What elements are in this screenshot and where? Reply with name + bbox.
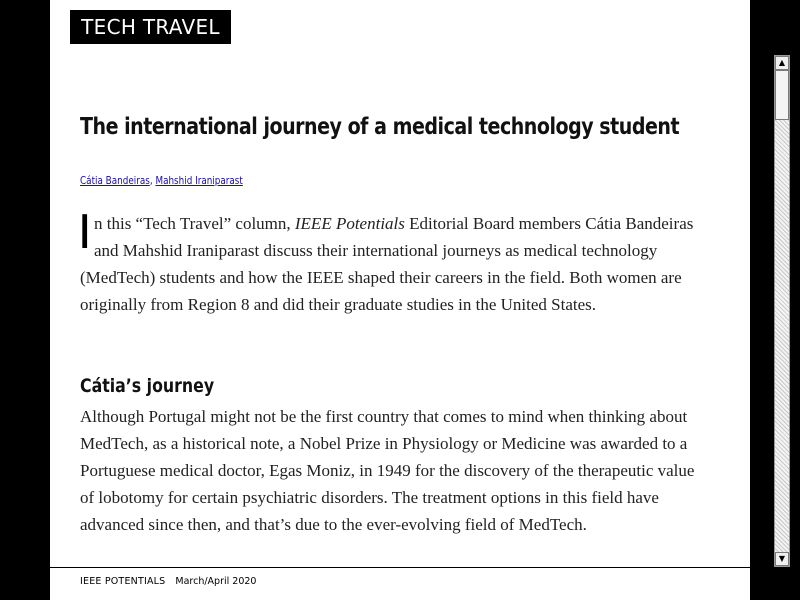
drop-cap: I <box>80 205 90 259</box>
footer-publication: IEEE POTENTIALS <box>80 576 166 587</box>
author-link-catia[interactable]: Cátia Bandeiras <box>80 175 150 187</box>
footer-issue: March/April 2020 <box>175 576 257 587</box>
intro-text-start: n this “Tech Travel” column, <box>94 214 295 233</box>
author-list <box>80 173 332 189</box>
scroll-up-arrow-icon[interactable]: ▲ <box>775 56 789 70</box>
intro-text-end: Editorial Board members Cátia Bandeiras and Mahshid Iraniparast discuss their international journeys as medical technology (MedTech) students and how the IEEE shaped their careers in the field. Both women are originally from Region 8 and did their graduate studies in the United States. <box>80 214 694 314</box>
article-content[interactable] <box>80 60 720 567</box>
section-heading: Cátia’s journey <box>80 375 215 397</box>
vertical-scrollbar[interactable] <box>774 55 790 567</box>
author-link-mahshid[interactable]: Mahshid Iraniparast <box>155 175 243 187</box>
article-title: The international journey of a medical technology student <box>80 112 680 140</box>
publication-name: IEEE Potentials <box>294 214 405 233</box>
intro-paragraph <box>80 205 702 318</box>
document-page <box>50 0 786 600</box>
footer-divider <box>50 567 750 568</box>
author-separator: , <box>149 175 153 187</box>
section-paragraph: Although Portugal might not be the first country that comes to mind when thinking about MedTech, as a historical note, a Nobel Prize in Physiology or Medicine was awarded to a Portuguese medical doctor, Egas Moniz, in 1949 for the discovery of the therapeutic value of lobotomy for certain psychiatric disorders. The treatment options in this field have advanced since then, and that’s due to the ever-evolving field of MedTech. <box>80 407 695 534</box>
scroll-down-arrow-icon[interactable]: ▼ <box>775 552 789 566</box>
section-banner: TECH TRAVEL <box>70 10 231 44</box>
scrollbar-thumb[interactable] <box>775 70 789 120</box>
page-footer <box>80 574 256 590</box>
